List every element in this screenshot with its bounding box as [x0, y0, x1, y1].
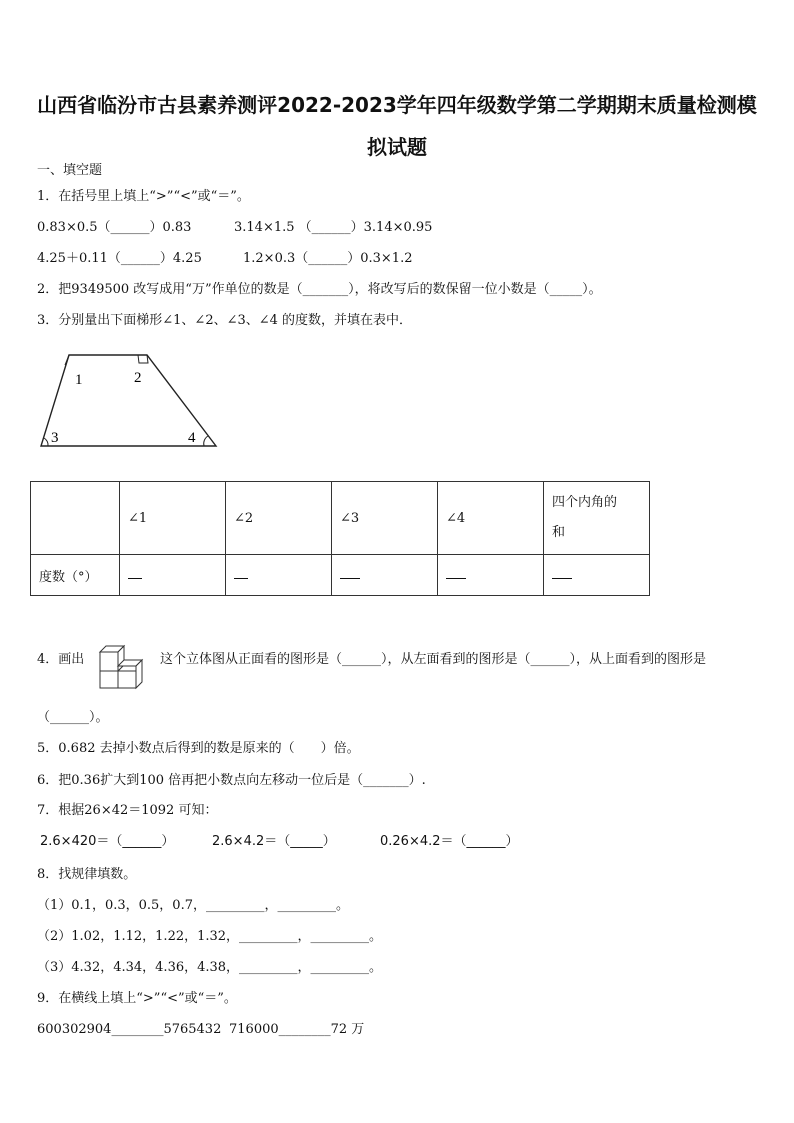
- angle-label-2: 2: [134, 370, 142, 386]
- q8-sequence-3: （3）4.32，4.34，4.36，4.38，_________，_________。: [37, 960, 383, 975]
- answer-blank-angle3[interactable]: [332, 555, 438, 596]
- angle-label-3: 3: [51, 430, 59, 446]
- angle-table: [30, 481, 650, 596]
- table-header-angle2: ∠2: [226, 482, 332, 555]
- question-4-continued: （______）。: [37, 710, 109, 725]
- table-header-empty: [31, 482, 120, 555]
- section-heading: 一、填空题: [37, 163, 103, 178]
- question-9: 9．在横线上填上“>”“<”或“＝”。: [37, 991, 237, 1006]
- question-6: 6．把0.36扩大到100 倍再把小数点向左移动一位后是（_______）.: [37, 773, 426, 788]
- angle-label-1: 1: [75, 372, 83, 388]
- q7-part-c: 0.26×4.2＝（______）: [380, 834, 519, 849]
- q1-row1b: 3.14×1.5 （______）3.14×0.95: [234, 220, 433, 235]
- table-row-label: 度数（°）: [31, 555, 120, 596]
- table-header-angle4: ∠4: [438, 482, 544, 555]
- table-header-angle3: ∠3: [332, 482, 438, 555]
- question-7: 7．根据26×42＝1092 可知：: [37, 803, 218, 818]
- page-title: 山西省临汾市古县素养测评2022-2023学年四年级数学第二学期期末质量检测模拟试题: [37, 93, 757, 159]
- question-4-prefix: 4．画出: [37, 652, 85, 667]
- q9-comparison-a: 600302904________5765432: [37, 1022, 222, 1037]
- answer-blank-angle1[interactable]: [120, 555, 226, 596]
- question-5: 5．0.682 去掉小数点后得到的数是原来的（ ）倍。: [37, 741, 360, 756]
- q1-row1a: 0.83×0.5（______）0.83: [37, 220, 192, 235]
- question-1: 1．在括号里上填上“>”“<”或“＝”。: [37, 189, 250, 204]
- q8-sequence-1: （1）0.1，0.3，0.5，0.7，_________，_________。: [37, 898, 349, 913]
- question-8: 8．找规律填数。: [37, 867, 137, 882]
- answer-blank-sum[interactable]: [544, 555, 650, 596]
- q9-comparison-b: 716000________72 万: [229, 1022, 365, 1037]
- answer-blank-angle4[interactable]: [438, 555, 544, 596]
- cube-stack-figure: [98, 634, 148, 690]
- trapezoid-figure: [38, 352, 218, 448]
- q1-row2a: 4.25＋0.11（______）4.25: [37, 251, 202, 266]
- answer-blank-angle2[interactable]: [226, 555, 332, 596]
- q8-sequence-2: （2）1.02，1.12，1.22，1.32，_________，_________。: [37, 929, 383, 944]
- question-2: 2．把9349500 改写成用“万”作单位的数是（_______），将改写后的数保留一位小数是（_____）。: [37, 282, 602, 297]
- q1-row2b: 1.2×0.3（______）0.3×1.2: [243, 251, 413, 266]
- q7-part-b: 2.6×4.2＝（_____）: [212, 834, 336, 849]
- angle-label-4: 4: [188, 430, 196, 446]
- question-4: 这个立体图从正面看的图形是（______），从左面看到的图形是（______），从上面看到的图形是: [160, 652, 707, 667]
- table-header-sum: 四个内角的和: [544, 482, 650, 555]
- q7-part-a: 2.6×420＝（______）: [40, 834, 175, 849]
- question-3: 3．分别量出下面梯形∠1、∠2、∠3、∠4 的度数，并填在表中．: [37, 313, 413, 328]
- table-header-angle1: ∠1: [120, 482, 226, 555]
